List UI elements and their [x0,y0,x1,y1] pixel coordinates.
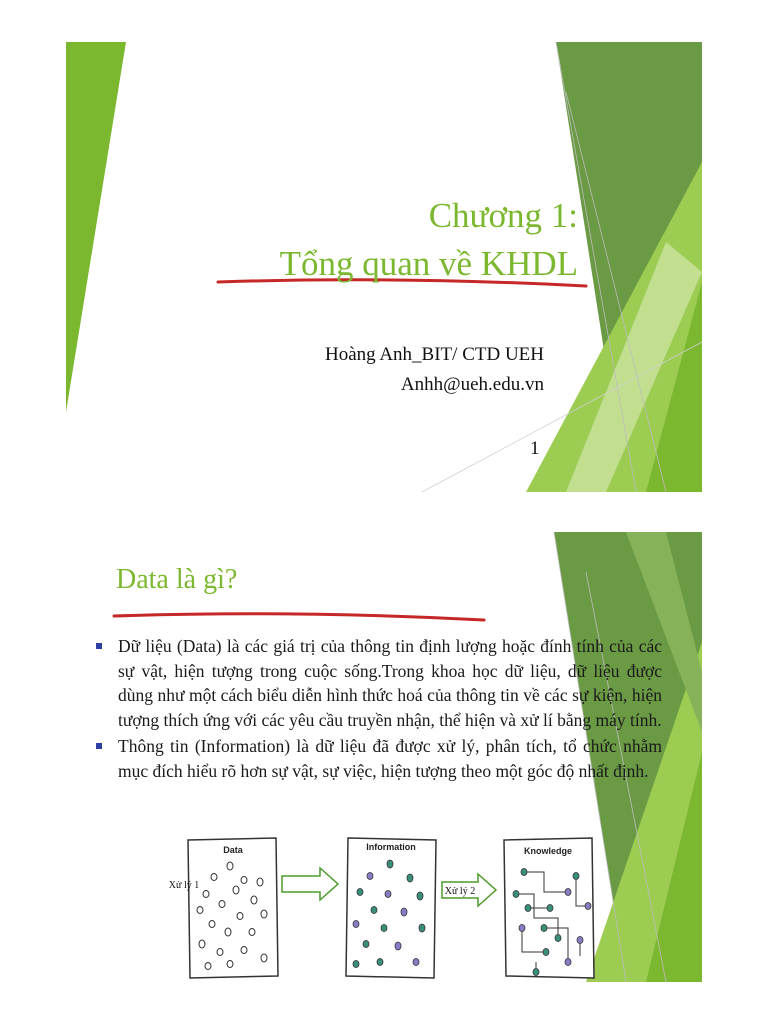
bullet-item [92,734,662,783]
left-green-triangle [66,42,126,412]
knowledge-box-label: Knowledge [523,846,573,856]
arrow-1 [282,868,338,900]
title-line-1: Chương 1: [428,196,578,235]
bullet-item [92,634,662,732]
title-line-2: Tổng quan về KHDL [279,244,578,283]
bullet-list [92,634,662,785]
author-name: Hoàng Anh_BIT/ CTD UEH [324,344,544,365]
author-email: Anhh@ueh.edu.vn [400,374,544,395]
square-bullet-icon [96,743,102,749]
data-box [188,838,278,978]
bullet-text: Thông tin (Information) là dữ liệu đã được xử lý, phân tích, tổ chức nhằm mục đích hiểu rõ hơn sự vật, sự việc, hiện tượng theo một góc độ nhất định. [118,736,662,781]
arrow-1-label: Xử lý 1 [168,880,200,891]
slide-2 [66,532,702,982]
title-underline [114,614,484,620]
data-box-label: Data [223,845,243,855]
slide1-title [158,192,578,288]
page-number: 1 [530,438,540,459]
information-box-label: Information [366,842,416,852]
author-block [164,340,544,400]
arrow-2-label: Xử lý 2 [444,886,476,897]
information-box [346,838,436,978]
dik-diagram [168,832,644,982]
bullet-text: Dữ liệu (Data) là các giá trị của thông tin định lượng hoặc đính tính của các sự vật, hiện tượng trong cuộc sống.Trong khoa học dữ liệu, dữ liệu được dùng như một cách biểu diễn hình thức hoá của thông tin về các sự kiện, hiện tượng thích ứng với các yêu cầu truyền nhận, thể hiện và xử lí bằng máy tính. [118,636,662,730]
slide2-title: Data là gì? [116,564,238,595]
square-bullet-icon [96,643,102,649]
slide-1 [66,42,702,492]
